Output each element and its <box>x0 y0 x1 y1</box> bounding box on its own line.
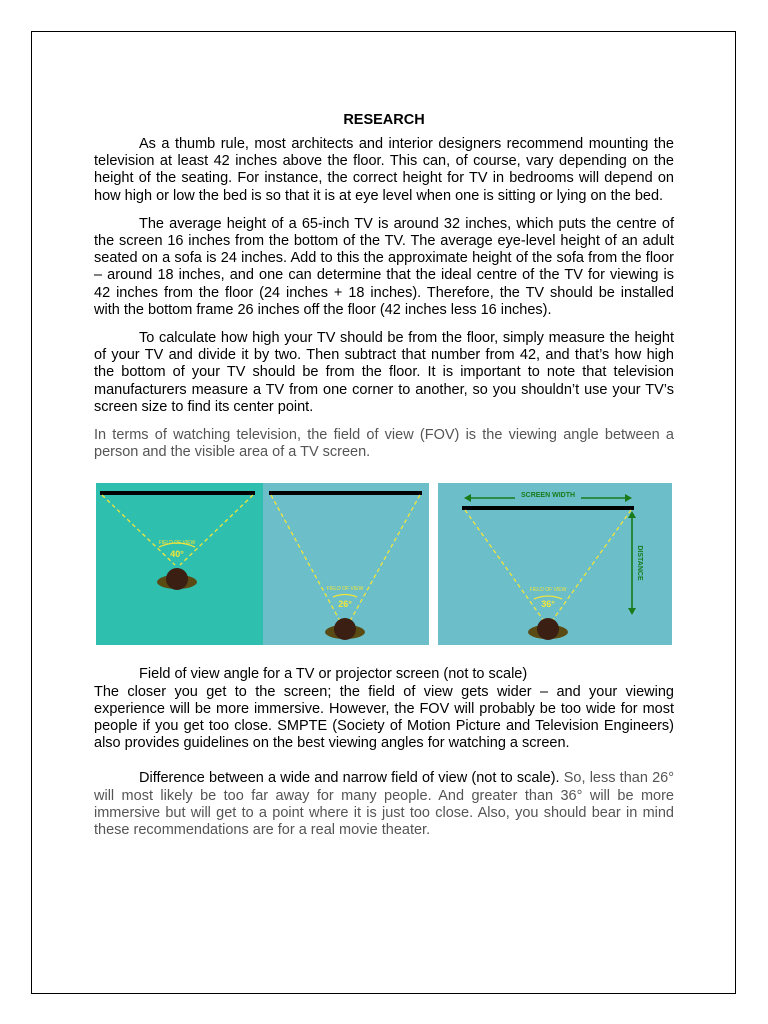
fov-label-1: FIELD OF VIEW <box>158 540 196 547</box>
paragraph-wide-narrow <box>94 770 674 839</box>
angle-label-26: 26° <box>338 599 352 610</box>
fov-label-3: FIELD OF VIEW <box>529 587 567 594</box>
wide-narrow-rest: So, less than 26° will most likely be too far away for many people. And greater than 36° will be more immersive but will get to a point where it is just too close. Also, you should bear in mind these recommendations are for a real movie theater. <box>94 770 674 839</box>
viewer-head-2 <box>334 618 356 640</box>
paragraph-calculate-height: To calculate how high your TV should be from the floor, simply measure the height of your TV and divide it by two. Then subtract that number from 42, and that’s how high the bottom of your TV should be from the floor. It is important to note that television manufacturers measure a TV from one corner to another, so you shouldn’t use your TV’s screen size to find its center point. <box>94 330 674 415</box>
document-body <box>94 112 674 850</box>
fov-wide-narrow-diagram <box>96 483 429 645</box>
angle-label-40: 40° <box>170 549 184 560</box>
tv-screen <box>462 506 634 510</box>
paragraph-closer-screen: The closer you get to the screen; the field of view gets wider – and your viewing experience will be more immersive. However, the FOV will probably be too wide for most people if you get too close. SMPTE (Society of Motion Picture and Television Engineers) also provides guidelines on the best viewing angles for watching a screen. <box>94 683 674 752</box>
page-title: RESEARCH <box>343 112 425 128</box>
paragraph-fov-intro: In terms of watching television, the field of view (FOV) is the viewing angle between a person and the visible area of a TV screen. <box>94 427 674 461</box>
paragraph-mounting-height: As a thumb rule, most architects and interior designers recommend mounting the television at least 42 inches above the floor. This can, of course, vary depending on the height of the seating. For instance, the correct height for TV in bedrooms will depend on how high or low the bed is so that it is at eye level when one is sitting or lying on the bed. <box>94 136 674 204</box>
figure-caption: Field of view angle for a TV or projector screen (not to scale) <box>139 666 528 683</box>
tv-screen-wide <box>100 491 255 495</box>
fov-label-2: FIELD OF VIEW <box>326 586 364 593</box>
angle-label-36: 36° <box>541 599 555 610</box>
viewer-head-3 <box>537 618 559 640</box>
wide-narrow-lead: Difference between a wide and narrow field of view (not to scale). <box>139 770 560 787</box>
tv-screen-narrow <box>269 491 422 495</box>
paragraph-65-inch-tv: The average height of a 65-inch TV is around 32 inches, which puts the centre of the screen 16 inches from the bottom of the TV. The average eye-level height of an adult seated on a sofa is 24 inches. Add to this the approximate height of the sofa from the floor – around 18 inches, and one can determine that the ideal centre of the TV for viewing is 42 inches from the floor (24 inches + 18 inches). Therefore, the TV should be installed with the bottom frame 26 inches off the floor (42 inches less 16 inches). <box>94 215 674 318</box>
fov-figures <box>94 483 674 647</box>
viewer-head-1 <box>166 568 188 590</box>
screen-width-label: SCREEN WIDTH <box>520 492 576 500</box>
distance-label: DISTANCE <box>636 545 643 582</box>
fov-screen-width-distance-diagram <box>438 483 672 645</box>
